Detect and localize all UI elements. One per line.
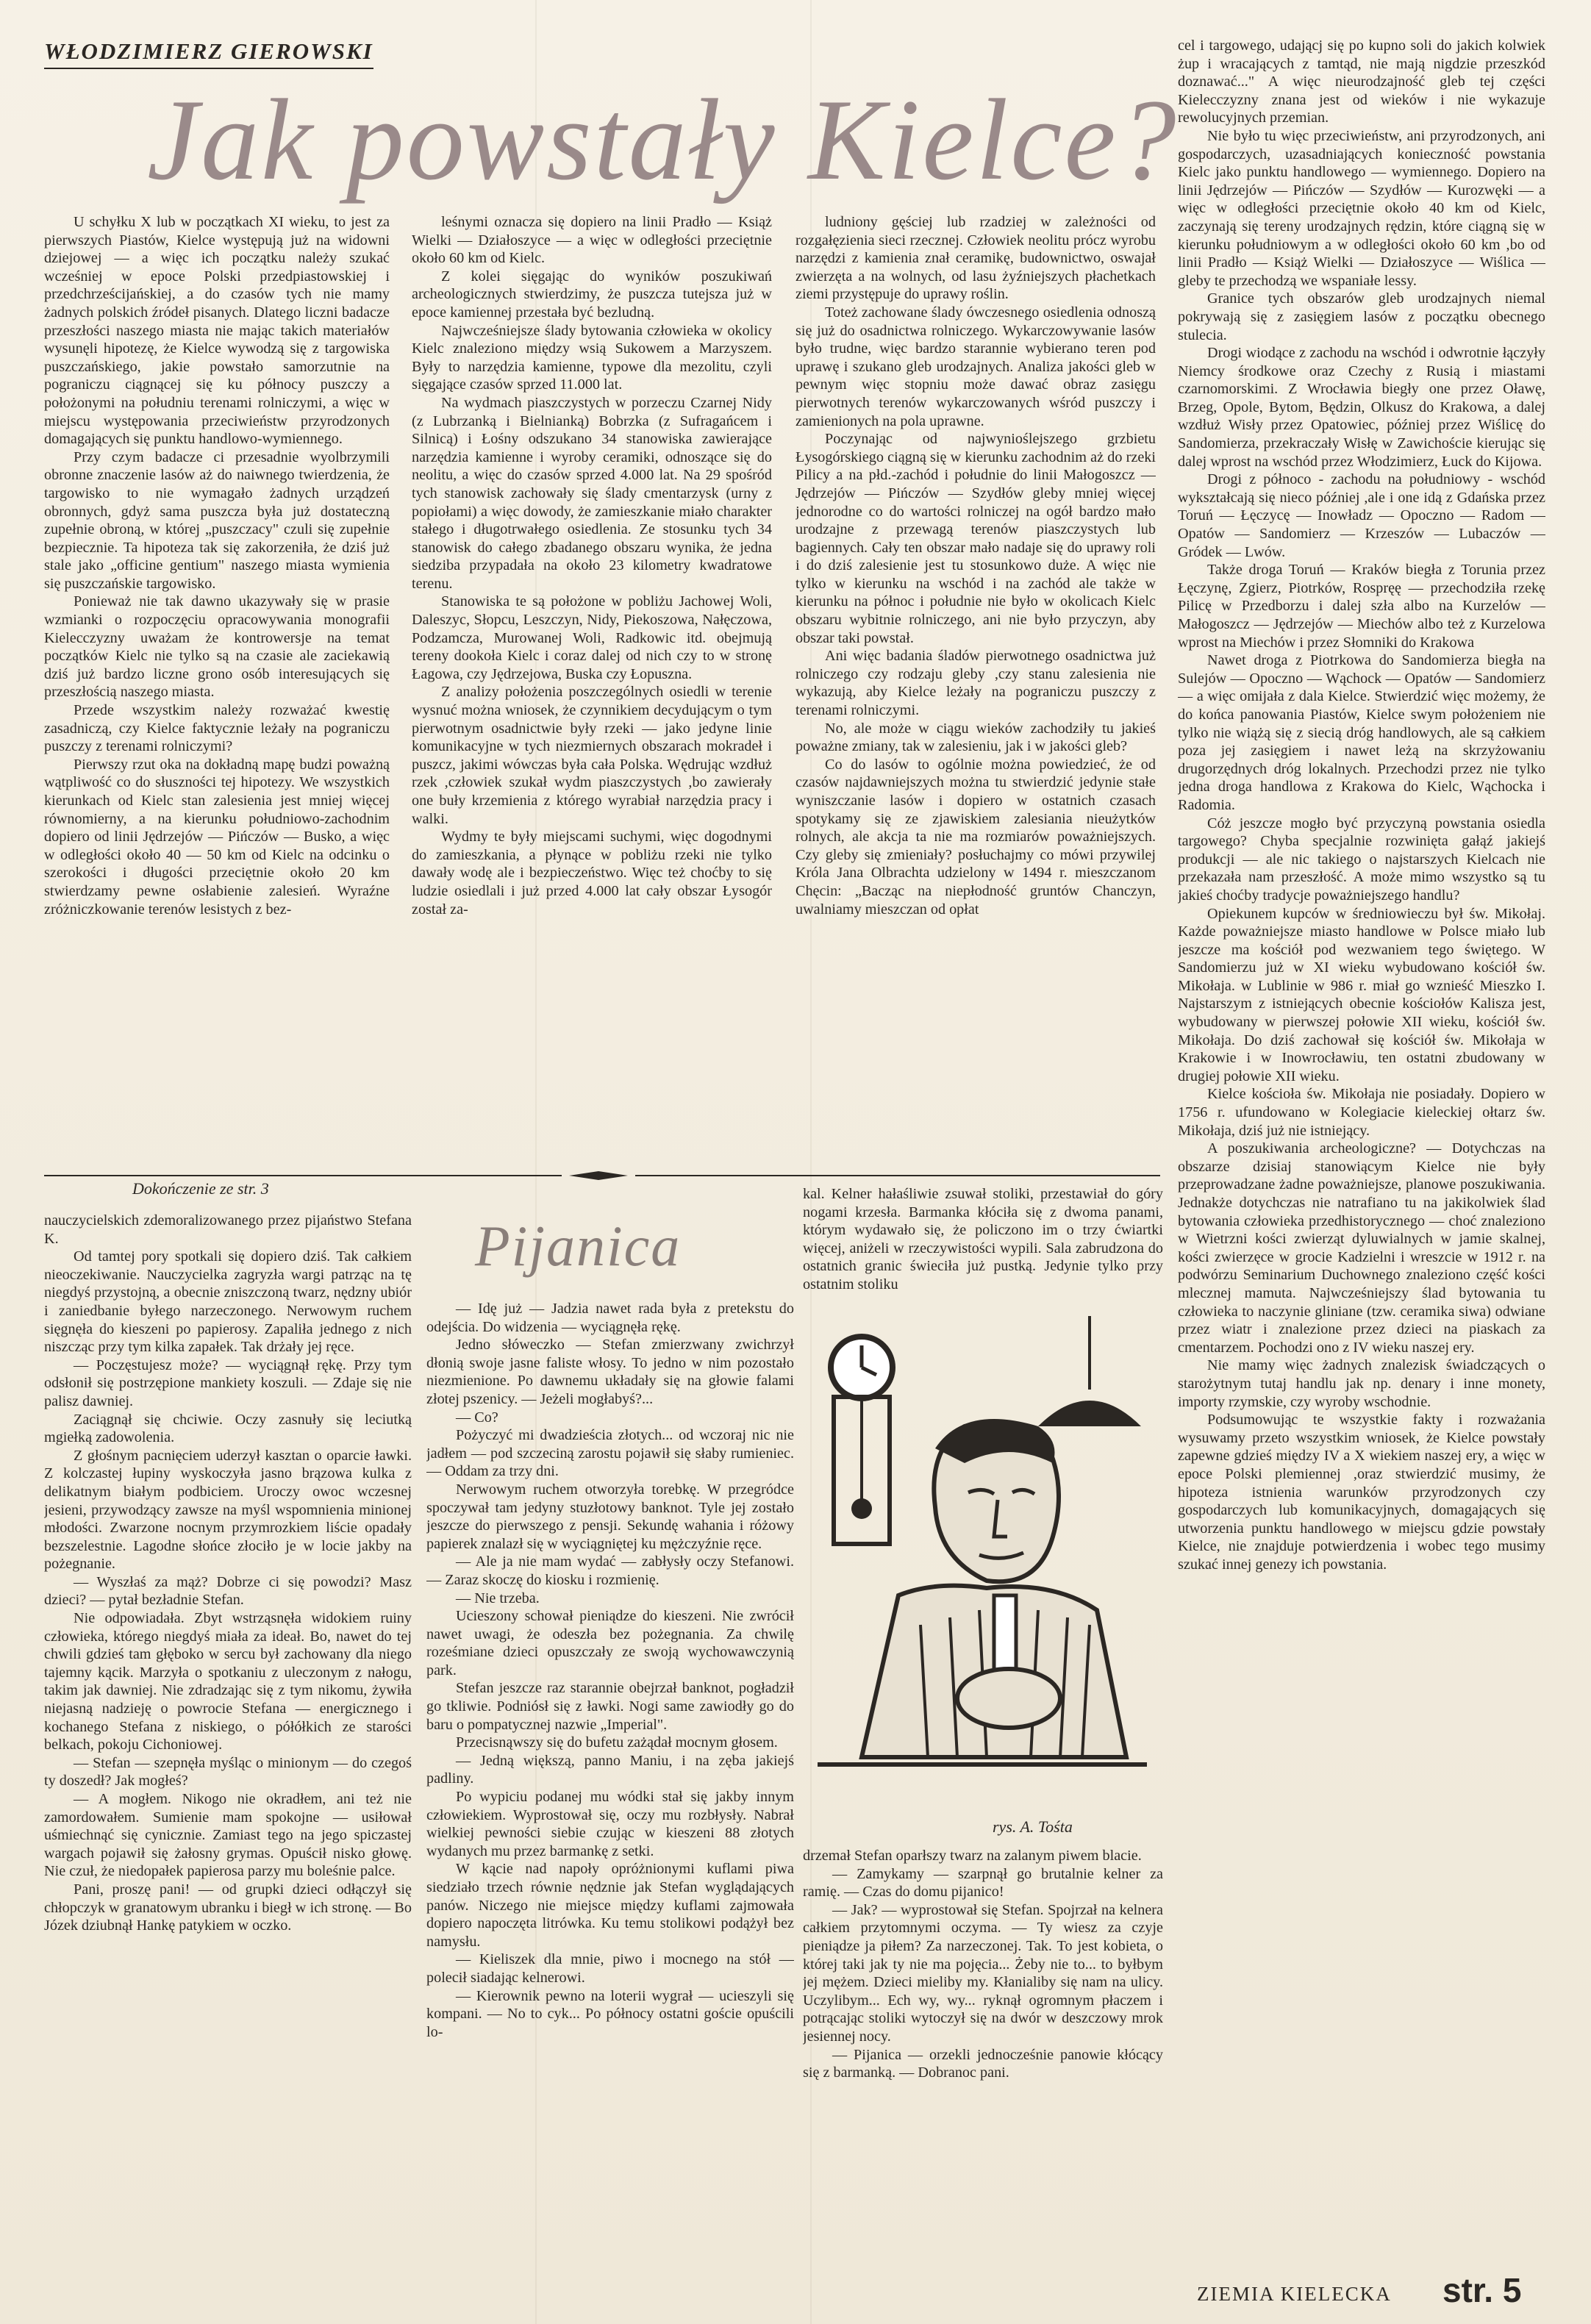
story-paragraph: Nie odpowiadała. Zbyt wstrząsnęła widokiem ruiny człowieka, którego niegdyś miała za ideał. Bo, nawet do tej chwili gdzieś tam głęboko w sercu był zachowany dla niego tajemny kącik. Marzyła o spotkaniu z uleczonym z nałogu, takim jak dawniej. Nie zdradzając się z tym nikomu, żywiła niejasną nadzieję o powrocie Stefana — energicznego i kochanego Stefana z niskiego, o półółkich ze starości belkach, pokoju Cichoniowej. xyxy=(44,1610,412,1753)
story-paragraph: drzemał Stefan oparłszy twarz na zalanym piwem blacie. xyxy=(803,1848,1142,1864)
article-paragraph: Przede wszystkim należy rozważać kwestię zasadniczą, czy Kielce faktycznie leżały na pograniczu puszczy z terenami rolniczymi? xyxy=(44,702,390,755)
story-paragraph: Przecisnąwszy się do bufetu zażądał mocnym głosem. xyxy=(456,1734,778,1751)
article-paragraph: Pierwszy rzut oka na dokładną mapę budzi poważną wątpliwość co do słuszności tej hipotezy. We wszystkich kierunkach od Kielc stan zalesienia jest mniej więcej równomierny, a na kierunku południowo-zachodnim dopiero od linii Jędrzejów — Pińczów — Busko, a więc w odległości około 40 — 50 km od Kielc na odcinku o szerokości i długości przeciętnie około 20 km stwierdzamy pewne osłabienie zalesień. Wyraźne zróżniczkowanie terenów lesistych z bez- xyxy=(44,756,390,918)
story-paragraph: — Stefan — szepnęła myśląc o minionym — do czegoś ty doszedł? Jak mogłeś? xyxy=(44,1754,412,1790)
article-paragraph: Opiekunem kupców w średniowieczu był św. Mikołaj. Każde poważniejsze miasto handlowe w Polsce miało lub jeszcze ma kościół pod wezwaniem tego świętego. W Sandomierzu już w XI wieku wybudowano kościół św. Mikołaja. w Lublinie w 986 r. miał go wznieść Mieszko I. Najstarszym z istniejących obecnie kościołów Kalisza jest, wybudowany w pierwszej połowie XII wieku, kościół św. Mikołaja. Do dziś zachował się kościół św. Mikołaja w Krakowie i w Inowrocławiu, ten ostatni zbudowany w drugiej połowie XII wieku. xyxy=(1178,905,1545,1084)
story-paragraph: kal. Kelner hałaśliwie zsuwał stoliki, przestawiał do góry nogami krzesła. Barmanka kłóciła się z dwoma panami, którym wydawało się, że policzono im o trzy ćwiartki więcej, aniżeli w rzeczywistości wypili. Sala zabrudzona do ostatnich granic świeciła już pustką. Jedynie tylko przy ostatnim stoliku xyxy=(803,1186,1163,1292)
story-paragraph: — Jak? — wyprostował się Stefan. Spojrzał na kelnera całkiem przytomnymi oczyma. — Ty wiesz za czyje pieniądze ja piłem? Za narzeczonej. Tak. To jest kobieta, o której taki jak ty nie ma pojęcia... Żeby nie to... to byłbym jej mężem. Dzieci mieliby my. Kłanialiby się nam na ulicy. Uczylibym... Ech wy, wy... ryknął ogromnym płaczem i potrącając stoliki wytoczył się na dwór w deszczowy mrok jesiennej nocy. xyxy=(803,1901,1163,2045)
page-number: str. 5 xyxy=(1442,2271,1522,2309)
story-paragraph: — Zamykamy — szarpnął go brutalnie kelner za ramię. — Czas do domu pijanico! xyxy=(803,1865,1163,1901)
article-paragraph: Ponieważ nie tak dawno ukazywały się w prasie wzmianki o rozpoczęciu opracowywania monografii Kielecczyzny uważam że kontrowersje na temat początków Kielc nie tylko są na czasie ale zaciekawią dziś już bardzo liczne grono osób interesujących się przeszłością naszego miasta. xyxy=(44,593,390,701)
story-paragraph: — Idę już — Jadzia nawet rada była z pretekstu do odejścia. Do widzenia — wyciągnęła rękę. xyxy=(426,1301,794,1335)
article-paragraph: Nawet droga z Piotrkowa do Sandomierza biegła na Sulejów — Opoczno — Wąchock — Opatów — Sandomierz — a więc omijała z dala Kielce. Stwierdzić więc możemy, że do końca panowania Piastów, Kielce swym położeniem nie tylko nie wiążą się z siecią dróg handlowych, ale są całkiem poza jej zasięgiem i nawet leżą na skrzyżowaniu drugorzędnych dróg lokalnych. Przechodzi przez nie tylko jedna droga handlowa z Krakowa do Kielc, Wąchocka i Radomia. xyxy=(1178,652,1545,813)
article-paragraph: Z analizy położenia poszczególnych osiedli w terenie wysnuć można wniosek, że czynnikiem decydującym o tym pierwotnym osadnictwie były rzeki — jako jedyne linie komunikacyjne w tych niezmiernych obszarach mokradeł i puszcz, jakimi wówczas była cała Polska. Wędrując wzdłuż rzek ,człowiek szukał wydm piaszczystych ,bo zawierały one buły krzemienia z którego wyrabiał narzędzia pracy i walki. xyxy=(412,684,772,827)
article-paragraph: cel i targowego, udającj się po kupno soli do jakich kolwiek żup i wracających z tamtąd, nie mają nigdzie przeszkód doznawać..." A więc nieurodzajność gleb tej części Kielecczyzny znana jest od wieków i nie wykazuje rewolucyjnych przemian. xyxy=(1178,37,1545,126)
story-paragraph: Po wypiciu podanej mu wódki stał się jakby innym człowiekiem. Wyprostował się, oczy mu rozbłysły. Nabrał wielkiej pewności siebie czując w kieszeni 88 złotych wydanych mu przez barmankę z setki. xyxy=(426,1789,794,1859)
article-paragraph: Także droga Toruń — Kraków biegła z Torunia przez Łęczynę, Zgierz, Piotrków, Rospręę — przechodziła rzekę Pilicę w Przedborzu i dalej szła albo na Kurzelów — Małogoszcz — Jędrzejów — Miechów albo też z Kurzelowa wprost na Miechów i przez Słomniki do Krakowa xyxy=(1178,562,1545,651)
story-column-1 xyxy=(44,1212,412,2300)
publication-name: ZIEMIA KIELECKA xyxy=(1197,2283,1392,2305)
article-paragraph: Stanowiska te są położone w pobliżu Jachowej Woli, Daleszyc, Słopcu, Leszczyn, Nidy, Piekoszowa, Nałęczowa, Podzamcza, Murowanej Woli, Radkowic itd. obejmują tereny dookoła Kielc i coraz dalej od nich czy to w stronę Łagowa, czy Jędrzejowa, Buska czy Łopuszna. xyxy=(412,593,772,682)
article-column-1 xyxy=(44,213,390,1169)
story-paragraph: — Co? xyxy=(456,1409,498,1426)
story-paragraph: — Ale ja nie mam wydać — zabłysły oczy Stefanowi. — Zaraz skoczę do kiosku i rozmienię. xyxy=(426,1553,794,1588)
story-paragraph: Pani, proszę pani! — od grupki dzieci odłączył się chłopczyk w granatowym ubranku i biegł w ich stronę. — Bo Józek dziubnął Hankę patykiem w oczko. xyxy=(44,1881,412,1934)
story-paragraph: Od tamtej pory spotkali się dopiero dziś. Tak całkiem nieoczekiwanie. Nauczycielka zagryzła wargi patrząc na tę niegdyś przystojną, a obecnie zniszczoną twarz, nędzny ubiór i zaniedbanie byłego narzeczonego. Nerwowym ruchem sięgnęła do kieszeni po papierosy. Zapaliła jednego z nich niszcząc przy tym kilka zapałek. Tak drżały jej ręce. xyxy=(44,1248,412,1356)
article-paragraph: Z kolei sięgając do wyników poszukiwań archeologicznych stwierdzimy, że puszcza tutejsza już w epoce kamiennej przestała być bezludną. xyxy=(412,268,772,321)
story-paragraph: — Wyszłaś za mąż? Dobrze ci się powodzi? Masz dzieci? — pytał bezładnie Stefan. xyxy=(44,1573,412,1609)
article-paragraph: Nie mamy więc żadnych znalezisk świadczących o starożytnym tutaj handlu jak np. denary i inne monety, importy rzymskie, czy wyroby wschodnie. xyxy=(1178,1357,1545,1410)
article-paragraph: leśnymi oznacza się dopiero na linii Pradło — Książ Wielki — Działoszyce — a więc w odległości przeciętnie około 60 km od Kielc. xyxy=(412,214,772,267)
story-paragraph: Nerwowym ruchem otworzyła torebkę. W przegródce spoczywał tam jedyny stuzłotowy banknot. Tyle jej zostało jeszcze do pierwszego z pensji. Sekundę wahania i różowy papierek znalazł się w wyciągniętej ku mężczyźnie ręce. xyxy=(426,1481,794,1552)
story-paragraph: — Poczęstujesz może? — wyciągnął rękę. Przy tym odsłonił się postrzępione mankiety koszuli. — Zdaje się nie palisz dawniej. xyxy=(44,1356,412,1409)
story-paragraph: W kącie nad napoły opróżnionymi kuflami piwa siedziało trzech równie nędznie jak Stefan wyglądających panów. Niczego nie miejsce między kuflami zajmowała dopiero napoczęta litrówka. Ku temu stolikowi podążył bez namysłu. xyxy=(426,1861,794,1950)
drunk-man-illustration xyxy=(818,1316,1147,1816)
article-paragraph: Na wydmach piaszczystych w porzeczu Czarnej Nidy (z Lubrzanką i Bielnianką) Bobrzka (z Sufragańcem i Silnicą) i Łośny odszukano 34 stanowiska zawierające narzędzia kamienne i wyroby ceramiki, odnoszące się do neolitu, a więc do czasów sprzed 4.000 lat. Na 29 spośród tych stanowisk zachowały się ślady cmentarzysk (urny z popiołami) a więc dowody, że zamieszkanie miało charakter stałego i długotrwałego osiedlenia. Ze stosunku tych 34 stanowisk do całego zbadanego obszaru wynika, że jedna siedziba przypadała na około 23 kilometry kwadratowe terenu. xyxy=(412,394,772,592)
story-column-3-top xyxy=(803,1185,1163,1310)
article-paragraph: Drogi z północo - zachodu na południowy - wschód wykształcają się nieco później ,ale i one idą z Gdańska przez Toruń — Łęczycę — Inowładz — Opoczno — Radom — Opatów — Sandomierz — Krzeszów — Lubaczów — Gródek — Lwów. xyxy=(1178,471,1545,560)
article-paragraph: Toteż zachowane ślady ówczesnego osiedlenia odnoszą się już do osadnictwa rolniczego. Wykarczowywanie lasów było trudne, więc bardzo starannie wybierano teren pod uprawę i szukano gleb urodzajnych. Analiza jakości gleb w pewnym więc stopniu może dawać obraz zasięgu pierwotnych terenów wykarczowanych wśród puszczy i zamienionych na pola uprawne. xyxy=(796,304,1156,429)
story-paragraph: Ucieszony schował pieniądze do kieszeni. Nie zwrócił nawet uwagi, że odeszła bez pożegnania. Za chwilę roześmiane dzieci opuszczały ze swoją wychowawczynią park. xyxy=(426,1608,794,1678)
story-paragraph: Zaciągnął się chciwie. Oczy zasnuły się leciutką mgiełką zadowolenia. xyxy=(44,1411,412,1446)
story-paragraph: — A mogłem. Nikogo nie okradłem, ani też nie zamordowałem. Sumienie mam spokojne — usiłował uśmiechnąć się cynicznie. Zamiast tego na jego spiczastej wargach pojawił się żałosny grymas. Opuścił nisko głowę. Nie czuł, że niedopałek papierosa parzy mu boleśnie palce. xyxy=(44,1791,412,1880)
article-paragraph: Cóż jeszcze mogło być przyczyną powstania osiedla targowego? Chyba specjalnie rozwinięta gałąź jakiejś produkcji — ale nic takiego o najstarszych Kielcach nie przekazała nam przeszłość. A może mimo wszystko są tu jakieś choćby tradycje poważniejszego handlu? xyxy=(1178,815,1545,904)
story-paragraph: Z głośnym pacnięciem uderzył kasztan o oparcie ławki. Z kolczastej łupiny wyskoczyła jasno brązowa kulka z delikatnym białym podbiciem. Uroczy owoc wczesnej jesieni, przywodzący zawsze na myśl wspomnienia minionej młodości. Zwarzone nocnym przymrozkiem liście opadały bezszelestnie. Lagodne słońce złociło je w locie jakby na pożegnanie. xyxy=(44,1447,412,1573)
story-paragraph: — Kieliszek dla mnie, piwo i mocnego na stół — polecił siadając kelnerowi. xyxy=(426,1951,794,1986)
article-column-3 xyxy=(796,213,1156,1169)
story-paragraph: — Pijanica — orzekli jednocześnie panowie kłócący się z barmanką. — Dobranoc pani. xyxy=(803,2046,1163,2081)
story-paragraph: Jedno słóweczko — Stefan zmierzwany zwichrzył dłonią swoje jasne faliste włosy. To jedno w nim pozostało niezmienione. Po dawnemu układały się na głowie falami złotej pszenicy. — Jeżeli mogłabyś?... xyxy=(426,1337,794,1407)
article-paragraph: Granice tych obszarów gleb urodzajnych niemal pokrywają się z zasięgiem lasów z początku obecnego stulecia. xyxy=(1178,290,1545,343)
divider-ornament-icon xyxy=(562,1169,635,1182)
article-paragraph: No, ale może w ciągu wieków zachodziły tu jakieś poważne zmiany, tak w zalesieniu, jak i w jakości gleb? xyxy=(796,720,1156,755)
story-title: Pijanica xyxy=(475,1214,682,1278)
author-byline: WŁODZIMIERZ GIEROWSKI xyxy=(44,38,373,69)
article-paragraph: Poczynając od najwynioślejszego grzbietu Łysogórskiego ciągną się w kierunku zachodnim aż do rzeki Pilicy a na płd.-zachód i południe do linii Małogoszcz — Jędrzejów — Pińczów — Szydłów gleby mniej więcej jednorodne co do wartości rolniczej na ogół bardzo mało urodzajne z przewagą terenów piaszczystych lub bagiennych. Cały ten obszar mało nadaje się do uprawy roli i do dziś zalesienie jest tu stosunkowo duże. A więc nie tylko w kierunku na wschód i na zachód ale także w kierunku na północ i południe nie było w okolicach Kielc obszaru wybitnie rolniczego, ani nie było przyczyn, aby obszar taki powstał. xyxy=(796,431,1156,646)
article-column-4 xyxy=(1178,37,1545,2257)
article-paragraph: Wydmy te były miejscami suchymi, więc dogodnymi do zamieszkania, a płynące w pobliżu rzeki nie tylko dawały wodę ale i bezpieczeństwo. Więc też choćby to się ludzie osiedlali i już przed 4.000 lat cały obszar Łysogór został za- xyxy=(412,829,772,918)
story-paragraph: nauczycielskich zdemoralizowanego przez pijaństwo Stefana K. xyxy=(44,1212,412,1247)
article-paragraph: Kielce kościoła św. Mikołaja nie posiadały. Dopiero w 1756 r. ufundowano w Kolegiacie kieleckiej ołtarz św. Mikołaja, dziś już nie istniejący. xyxy=(1178,1086,1545,1139)
continued-from-label: Dokończenie ze str. 3 xyxy=(132,1179,269,1198)
article-paragraph: Ani więc badania śladów pierwotnego osadnictwa już rolniczego czy rodzaju gleby ,czy stanu zalesienia nie wykazują, aby Kielce leżały na pograniczu puszczy z terenami rolniczymi. xyxy=(796,648,1156,719)
article-paragraph: Nie było tu więc przeciwieństw, ani przyrodzonych, ani gospodarczych, uzasadniających konieczność powstania Kielc jako punktu handlowego — wymiennego. Dopiero na linii Jędrzejów — Pińczów — Szydłów — Kurozwęki — a więc w odległości przeciętnie około 40 km od Kielc, zaczynają się tereny urodzajnych rędzin, które ciągną się w kierunku południowym a w odległości około 60 km ,bo od linii Pradło — Książ Wielki — Działoszyce — Wiślica — gleby te przechodzą we wspaniałe lessy. xyxy=(1178,127,1545,289)
article-paragraph: Najwcześniejsze ślady bytowania człowieka w okolicy Kielc znaleziono między wsią Sukowem a Marzyszem. Były to narzędzia kamienne, typowe dla mezolitu, czyli sięgające czasów sprzed 11.000 lat. xyxy=(412,322,772,393)
story-column-3-bottom xyxy=(803,1847,1163,2273)
story-paragraph: — Kierownik pewno na loterii wygrał — ucieszyli się kompani. — No to cyk... Po północy ostatni goście opuścili lo- xyxy=(426,1987,794,2040)
story-paragraph: Pożyczyć mi dwadzieścia złotych... od wczoraj nic nie jadłem — pod szczeciną zarostu pojawił się słaby rumieniec. — Oddam za trzy dni. xyxy=(426,1427,794,1480)
article-paragraph: Co do lasów to ogólnie można powiedzieć, że od czasów najdawniejszych można tu stwierdzić jedynie stałe wyniszczanie lasów i dopiero w ostatnich czasach spotykamy się ze zjawiskiem zalesiania nieużytków rolnych, ale akcja ta nie ma rozmiarów poważniejszych. Czy gleby się zmieniały? posłuchajmy co mówi przywilej Króla Jana Olbrachta udzielony w 1494 r. mieszczanom Chęcin: „Bacząc na niepłodność gruntów Chanczyn, uwalniamy mieszczan od opłat xyxy=(796,756,1156,918)
article-paragraph: A poszukiwania archeologiczne? — Dotychczas na obszarze dzisiaj stanowiącym Kielce nie były przeprowadzane żadne poważniejsze, planowe poszukiwania. Jednakże dotychczas nie natrafiano tu na jakikolwiek ślad bytowania człowieka przedhistorycznego — choć znaleziono w Wietrzni kości zwierząt dyluwialnych w jamie skalnej, kości zwierzęce w grocie Kadzielni i wreszcie w 1912 r. na podwórzu Seminarium Duchownego znaleziono część kości mlecznej mamuta. Najwcześniejszy ślad bytowania tu człowieka to naczynie gliniane (tzw. ceramika siwa) odwiane przez wiatr i znalezione przez dzieci na piaskach za cmentarzem. Pochodzi ono z IV wieku naszej ery. xyxy=(1178,1140,1545,1356)
article-paragraph: U schyłku X lub w początkach XI wieku, to jest za pierwszych Piastów, Kielce występują już na widowni dziejowej — a więc ich początku należy szukać wcześniej w epoce Polski przedpiastowskiej i przedchrześcijańskiej, a do czasów tych nie mamy żadnych polskich źródeł pisanych. Dlatego liczni badacze przeszłości naszego miasta nie mając takich materiałów wysunęli hipotezę, że Kielce wywodzą się z targowiska puszczańskiego, jakie powstało samorzutnie na pograniczu ciągnącej się ku północy puszczy a położonymi na południu terenami rolniczymi, a więc w miejscu występowania przeciwieństw przyrodzonych domagających się punktu handlowo-wymiennego. xyxy=(44,214,390,448)
article-paragraph: ludniony gęściej lub rzadziej w zależności od rozgałęzienia sieci rzecznej. Człowiek neolitu prócz wyrobu narzędzi z kamienia znał ceramikę, budownictwo, oswajał zwierzęta a na wolnych, od lasu żyźniejszych płachetkach ziemi przystępuje do uprawy roślin. xyxy=(796,214,1156,303)
article-paragraph: Drogi wiodące z zachodu na wschód i odwrotnie łączyły Niemcy środkowe oraz Czechy z Rusią i miastami czarnomorskimi. Z Wrocławia biegły one przez Oławę, Brzeg, Opole, Bytom, Będzin, Olkusz do Krakowa, a dalej wzdłuż Wisły przez Opatowiec, później przez Wiślicę do Sandomierza, przekraczały Wisłę w Zawichoście kierując się dalej wprost na wschód przez Włodzimierz, Łuck do Kijowa. xyxy=(1178,345,1545,470)
article-paragraph: Podsumowując te wszystkie fakty i rozważania wysuwamy przeto wszystkim wniosek, że Kielce powstały zapewne gdzieś między IV a X wiekiem naszej ery, a więc w epoce Polski plemiennej ,oraz stwierdzić musimy, że hipoteza istnienia warunków przyrodzonych czy gospodarczych lub komunikacyjnych, domagających się utworzenia punktu handlowego w miejscu gdzie powstały Kielce, nie znajduje potwierdzenia i wobec tego musimy szukać innej genezy ich powstania. xyxy=(1178,1412,1545,1573)
article-paragraph: Przy czym badacze ci przesadnie wyolbrzymili obronne znaczenie lasów aż do naiwnego twierdzenia, że targowisko to nie wymagało żadnych urządzeń obronnych, gdyż sama puszcza była już dostateczną zupełnie obroną, w której „puszczacy" czuli się zupełnie bezpiecznie. Ta hipoteza tak się zakorzeniła, że dziś już stale jako „officine gentium" naszego miasta wymienia się puszczańskie targowisko. xyxy=(44,448,390,592)
story-paragraph: Stefan jeszcze raz starannie obejrzał banknot, pogładził go tkliwie. Podniósł się z ławki. Nogi same zawiodły go do baru o pompatycznej nazwie „Imperial". xyxy=(426,1680,794,1733)
story-paragraph: — Jedną większą, panno Maniu, i na zęba jakiejś padliny. xyxy=(426,1752,794,1787)
story-column-2 xyxy=(426,1300,794,2300)
illustration-caption: rys. A. Tośta xyxy=(993,1817,1073,1836)
story-paragraph: — Nie trzeba. xyxy=(456,1590,540,1606)
article-column-2 xyxy=(412,213,772,1169)
article-headline: Jak powstały Kielce? xyxy=(147,76,1179,204)
